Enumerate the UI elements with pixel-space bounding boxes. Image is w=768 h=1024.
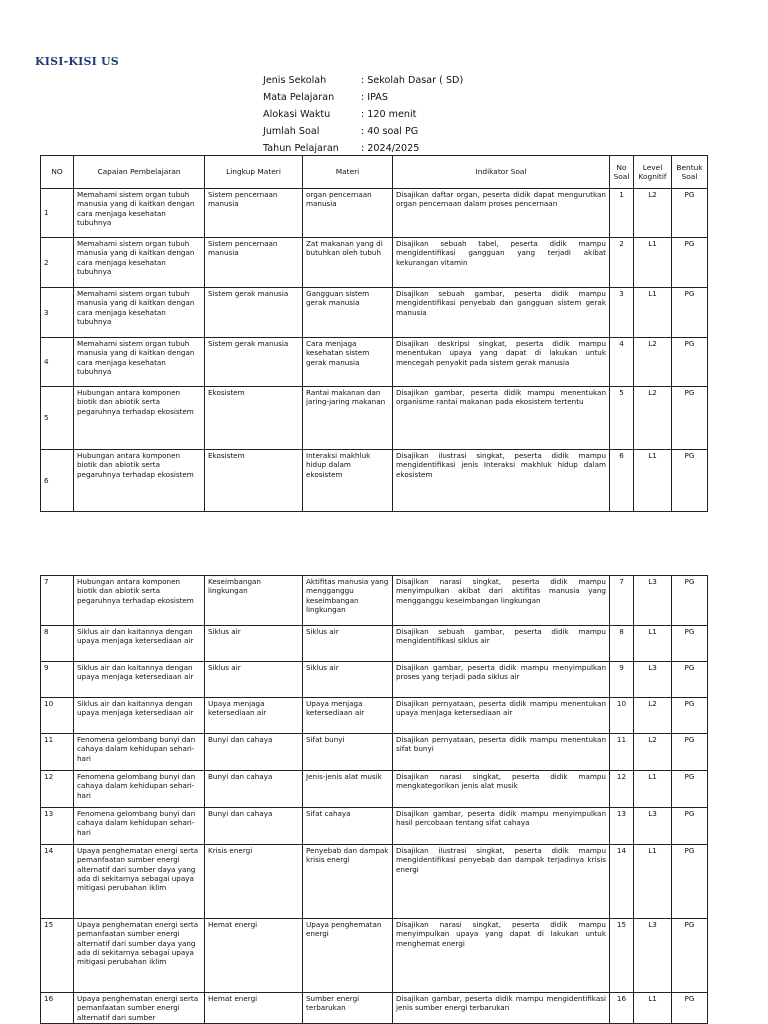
table-row bbox=[41, 626, 708, 662]
cell-capaian: Siklus air dan kaitannya dengan upaya menjaga ketersediaan air bbox=[74, 626, 205, 662]
cell-no-soal: 11 bbox=[610, 734, 634, 771]
cell-no: 3 bbox=[41, 288, 74, 338]
cell-lingkup: Bunyi dan cahaya bbox=[205, 734, 303, 771]
meta-value: : IPAS bbox=[361, 92, 388, 103]
cell-level: L2 bbox=[634, 189, 672, 238]
cell-capaian: Memahami sistem organ tubuh manusia yang di kaitkan dengan cara menjaga kesehatan tubuhnya bbox=[74, 189, 205, 238]
cell-lingkup: Ekosistem bbox=[205, 450, 303, 512]
cell-level: L1 bbox=[634, 845, 672, 919]
cell-no: 8 bbox=[41, 626, 74, 662]
cell-bentuk: PG bbox=[672, 698, 708, 734]
cell-bentuk: PG bbox=[672, 450, 708, 512]
document-title: KISI-KISI US bbox=[35, 55, 119, 68]
cell-level: L3 bbox=[634, 662, 672, 698]
cell-capaian: Memahami sistem organ tubuh manusia yang di kaitkan dengan cara menjaga kesehatan tubuhnya bbox=[74, 288, 205, 338]
cell-no-soal: 9 bbox=[610, 662, 634, 698]
cell-bentuk: PG bbox=[672, 288, 708, 338]
cell-indikator: Disajikan narasi singkat, peserta didik mampu menyimpulkan upaya yang dapat di lakukan untuk menghemat energi bbox=[393, 919, 610, 993]
cell-lingkup: Siklus air bbox=[205, 626, 303, 662]
cell-level: L3 bbox=[634, 808, 672, 845]
cell-lingkup: Bunyi dan cahaya bbox=[205, 808, 303, 845]
cell-capaian: Memahami sistem organ tubuh manusia yang di kaitkan dengan cara menjaga kesehatan tubuhnya bbox=[74, 338, 205, 387]
table-row bbox=[41, 189, 708, 238]
cell-level: L1 bbox=[634, 450, 672, 512]
cell-level: L1 bbox=[634, 993, 672, 1024]
cell-no: 10 bbox=[41, 698, 74, 734]
cell-bentuk: PG bbox=[672, 771, 708, 808]
cell-capaian: Fenomena gelombang bunyi dan cahaya dalam kehidupan sehari-hari bbox=[74, 734, 205, 771]
cell-bentuk: PG bbox=[672, 845, 708, 919]
table-row bbox=[41, 993, 708, 1024]
cell-materi: Interaksi makhluk hidup dalam ekosistem bbox=[303, 450, 393, 512]
table-row bbox=[41, 576, 708, 626]
meta-row-subject bbox=[263, 89, 463, 106]
cell-bentuk: PG bbox=[672, 734, 708, 771]
column-header-no: NO bbox=[41, 156, 74, 189]
cell-capaian: Upaya penghematan energi serta pemanfaatan sumber energi alternatif dari sumber daya yang ada di sekitarnya sebagai upaya mitigasi perubahan iklim bbox=[74, 845, 205, 919]
table-row bbox=[41, 919, 708, 993]
cell-level: L3 bbox=[634, 576, 672, 626]
document-meta bbox=[263, 72, 463, 157]
cell-materi: Sumber energi terbarukan bbox=[303, 993, 393, 1024]
cell-no-soal: 4 bbox=[610, 338, 634, 387]
cell-materi: Jenis-jenis alat musik bbox=[303, 771, 393, 808]
cell-level: L1 bbox=[634, 238, 672, 288]
table-row bbox=[41, 238, 708, 288]
cell-materi: Cara menjaga kesehatan sistem gerak manusia bbox=[303, 338, 393, 387]
grid-table-page-2 bbox=[40, 575, 708, 1024]
cell-bentuk: PG bbox=[672, 808, 708, 845]
cell-lingkup: Ekosistem bbox=[205, 387, 303, 450]
cell-no: 4 bbox=[41, 338, 74, 387]
cell-lingkup: Bunyi dan cahaya bbox=[205, 771, 303, 808]
column-header-indikator: Indikator Soal bbox=[393, 156, 610, 189]
cell-no-soal: 2 bbox=[610, 238, 634, 288]
meta-value: : 40 soal PG bbox=[361, 126, 419, 137]
cell-lingkup: Upaya menjaga ketersediaan air bbox=[205, 698, 303, 734]
column-header-no-soal: No Soal bbox=[610, 156, 634, 189]
meta-row-count bbox=[263, 123, 463, 140]
column-header-lingkup: Lingkup Materi bbox=[205, 156, 303, 189]
meta-row-time bbox=[263, 106, 463, 123]
cell-level: L1 bbox=[634, 771, 672, 808]
cell-level: L3 bbox=[634, 919, 672, 993]
cell-no: 1 bbox=[41, 189, 74, 238]
cell-capaian: Memahami sistem organ tubuh manusia yang di kaitkan dengan cara menjaga kesehatan tubuhnya bbox=[74, 238, 205, 288]
cell-materi: Rantai makanan dan jaring-jaring makanan bbox=[303, 387, 393, 450]
cell-indikator: Disajikan daftar organ, peserta didik dapat mengurutkan organ pencernaan dalam proses pencernaan bbox=[393, 189, 610, 238]
cell-no: 5 bbox=[41, 387, 74, 450]
cell-bentuk: PG bbox=[672, 387, 708, 450]
cell-level: L2 bbox=[634, 338, 672, 387]
cell-materi: Zat makanan yang di butuhkan oleh tubuh bbox=[303, 238, 393, 288]
cell-materi: Aktifitas manusia yang mengganggu keseimbangan lingkungan bbox=[303, 576, 393, 626]
cell-indikator: Disajikan narasi singkat, peserta didik mampu mengkategorikan jenis alat musik bbox=[393, 771, 610, 808]
cell-level: L1 bbox=[634, 626, 672, 662]
cell-no-soal: 8 bbox=[610, 626, 634, 662]
cell-no: 16 bbox=[41, 993, 74, 1024]
meta-label: Tahun Pelajaran bbox=[263, 143, 339, 154]
table-row bbox=[41, 808, 708, 845]
cell-materi: Upaya menjaga ketersediaan air bbox=[303, 698, 393, 734]
cell-indikator: Disajikan sebuah gambar, peserta didik mampu mengidentifikasi siklus air bbox=[393, 626, 610, 662]
cell-materi: Siklus air bbox=[303, 662, 393, 698]
cell-bentuk: PG bbox=[672, 576, 708, 626]
cell-no-soal: 13 bbox=[610, 808, 634, 845]
cell-indikator: Disajikan gambar, peserta didik mampu menyimpulkan proses yang terjadi pada siklus air bbox=[393, 662, 610, 698]
grid-table-page-1 bbox=[40, 155, 708, 512]
cell-level: L2 bbox=[634, 734, 672, 771]
table-row bbox=[41, 288, 708, 338]
cell-lingkup: Krisis energi bbox=[205, 845, 303, 919]
cell-no-soal: 12 bbox=[610, 771, 634, 808]
cell-level: L2 bbox=[634, 698, 672, 734]
table-row bbox=[41, 845, 708, 919]
cell-indikator: Disajikan ilustrasi singkat, peserta didik mampu mengidentifikasi jenis Interaksi makhluk hidup dalam ekosistem bbox=[393, 450, 610, 512]
cell-indikator: Disajikan sebuah tabel, peserta didik mampu mengidentifikasi gangguan yang terjadi akibat kekurangan vitamin bbox=[393, 238, 610, 288]
cell-level: L2 bbox=[634, 387, 672, 450]
cell-lingkup: Siklus air bbox=[205, 662, 303, 698]
table-row bbox=[41, 387, 708, 450]
cell-no: 7 bbox=[41, 576, 74, 626]
cell-materi: Gangguan sistem gerak manusia bbox=[303, 288, 393, 338]
cell-bentuk: PG bbox=[672, 189, 708, 238]
cell-no: 14 bbox=[41, 845, 74, 919]
column-header-level: Level Kognitif bbox=[634, 156, 672, 189]
cell-lingkup: Hemat energi bbox=[205, 919, 303, 993]
cell-indikator: Disajikan gambar, peserta didik mampu menentukan organisme rantai makanan pada ekosistem tertentu bbox=[393, 387, 610, 450]
cell-materi: Sifat bunyi bbox=[303, 734, 393, 771]
meta-row-school bbox=[263, 72, 463, 89]
meta-value: : 2024/2025 bbox=[361, 143, 420, 154]
cell-materi: organ pencernaan manusia bbox=[303, 189, 393, 238]
cell-lingkup: Sistem gerak manusia bbox=[205, 338, 303, 387]
cell-capaian: Siklus air dan kaitannya dengan upaya menjaga ketersediaan air bbox=[74, 698, 205, 734]
cell-capaian: Hubungan antara komponen biotik dan abiotik serta pegaruhnya terhadap ekosistem bbox=[74, 387, 205, 450]
cell-indikator: Disajikan gambar, peserta didik mampu menyimpulkan hasil percobaan tentang sifat cahaya bbox=[393, 808, 610, 845]
cell-capaian: Upaya penghematan energi serta pemanfaatan sumber energi alternatif dari sumber bbox=[74, 993, 205, 1024]
table-row bbox=[41, 698, 708, 734]
cell-bentuk: PG bbox=[672, 338, 708, 387]
cell-no: 12 bbox=[41, 771, 74, 808]
cell-no-soal: 15 bbox=[610, 919, 634, 993]
meta-value: : Sekolah Dasar ( SD) bbox=[361, 75, 464, 86]
cell-indikator: Disajikan gambar, peserta didik mampu mengidentifikasi jenis sumber energi terbarukan bbox=[393, 993, 610, 1024]
meta-label: Jumlah Soal bbox=[263, 126, 320, 137]
cell-indikator: Disajikan narasi singkat, peserta didik mampu menyimpulkan akibat dari aktifitas manusia yang mengganggu keseimbangan lingkungan bbox=[393, 576, 610, 626]
cell-capaian: Hubungan antara komponen biotik dan abiotik serta pegaruhnya terhadap ekosistem bbox=[74, 450, 205, 512]
cell-no-soal: 7 bbox=[610, 576, 634, 626]
cell-materi: Siklus air bbox=[303, 626, 393, 662]
cell-lingkup: Keseimbangan lingkungan bbox=[205, 576, 303, 626]
cell-no-soal: 6 bbox=[610, 450, 634, 512]
cell-lingkup: Sistem pencernaan manusia bbox=[205, 189, 303, 238]
cell-lingkup: Sistem pencernaan manusia bbox=[205, 238, 303, 288]
table-row bbox=[41, 338, 708, 387]
cell-lingkup: Sistem gerak manusia bbox=[205, 288, 303, 338]
meta-label: Jenis Sekolah bbox=[263, 75, 327, 86]
cell-no-soal: 14 bbox=[610, 845, 634, 919]
table-header-row bbox=[41, 156, 708, 189]
cell-indikator: Disajikan ilustrasi singkat, peserta didik mampu mengidentifikasi penyebab dan dampak terjadinya krisis energi bbox=[393, 845, 610, 919]
cell-no: 9 bbox=[41, 662, 74, 698]
cell-no: 2 bbox=[41, 238, 74, 288]
meta-label: Alokasi Waktu bbox=[263, 109, 331, 120]
cell-bentuk: PG bbox=[672, 993, 708, 1024]
cell-lingkup: Hemat energi bbox=[205, 993, 303, 1024]
column-header-capaian: Capaian Pembelajaran bbox=[74, 156, 205, 189]
cell-no-soal: 16 bbox=[610, 993, 634, 1024]
cell-capaian: Fenomena gelombang bunyi dan cahaya dalam kehidupan sehari-hari bbox=[74, 771, 205, 808]
cell-no-soal: 1 bbox=[610, 189, 634, 238]
cell-bentuk: PG bbox=[672, 919, 708, 993]
cell-capaian: Upaya penghematan energi serta pemanfaatan sumber energi alternatif dari sumber daya yang ada di sekitarnya sebagai upaya mitigasi perubahan iklim bbox=[74, 919, 205, 993]
cell-capaian: Hubungan antara komponen biotik dan abiotik serta pegaruhnya terhadap ekosistem bbox=[74, 576, 205, 626]
cell-no: 13 bbox=[41, 808, 74, 845]
cell-no-soal: 10 bbox=[610, 698, 634, 734]
cell-indikator: Disajikan deskripsi singkat, peserta didik mampu menentukan upaya yang dapat di lakukan untuk mencegah penyakit pada sistem gerak manusia bbox=[393, 338, 610, 387]
cell-no-soal: 5 bbox=[610, 387, 634, 450]
cell-materi: Upaya penghematan energi bbox=[303, 919, 393, 993]
cell-bentuk: PG bbox=[672, 238, 708, 288]
cell-materi: Sifat cahaya bbox=[303, 808, 393, 845]
meta-label: Mata Pelajaran bbox=[263, 92, 335, 103]
cell-indikator: Disajikan sebuah gambar, peserta didik mampu mengidentifikasi penyebab dan gangguan sistem gerak manusia bbox=[393, 288, 610, 338]
cell-no: 11 bbox=[41, 734, 74, 771]
cell-no: 6 bbox=[41, 450, 74, 512]
cell-indikator: Disajikan pernyataan, peserta didik mampu menentukan sifat bunyi bbox=[393, 734, 610, 771]
table-row bbox=[41, 734, 708, 771]
table-row bbox=[41, 771, 708, 808]
cell-no: 15 bbox=[41, 919, 74, 993]
column-header-materi: Materi bbox=[303, 156, 393, 189]
table-row bbox=[41, 450, 708, 512]
cell-capaian: Siklus air dan kaitannya dengan upaya menjaga ketersediaan air bbox=[74, 662, 205, 698]
cell-capaian: Fenomena gelombang bunyi dan cahaya dalam kehidupan sehari-hari bbox=[74, 808, 205, 845]
table-row bbox=[41, 662, 708, 698]
cell-indikator: Disajikan pernyataan, peserta didik mampu menentukan upaya menjaga ketersediaan air bbox=[393, 698, 610, 734]
cell-no-soal: 3 bbox=[610, 288, 634, 338]
cell-materi: Penyebab dan dampak krisis energi bbox=[303, 845, 393, 919]
column-header-bentuk: Bentuk Soal bbox=[672, 156, 708, 189]
meta-value: : 120 menit bbox=[361, 109, 417, 120]
cell-bentuk: PG bbox=[672, 626, 708, 662]
cell-bentuk: PG bbox=[672, 662, 708, 698]
cell-level: L1 bbox=[634, 288, 672, 338]
